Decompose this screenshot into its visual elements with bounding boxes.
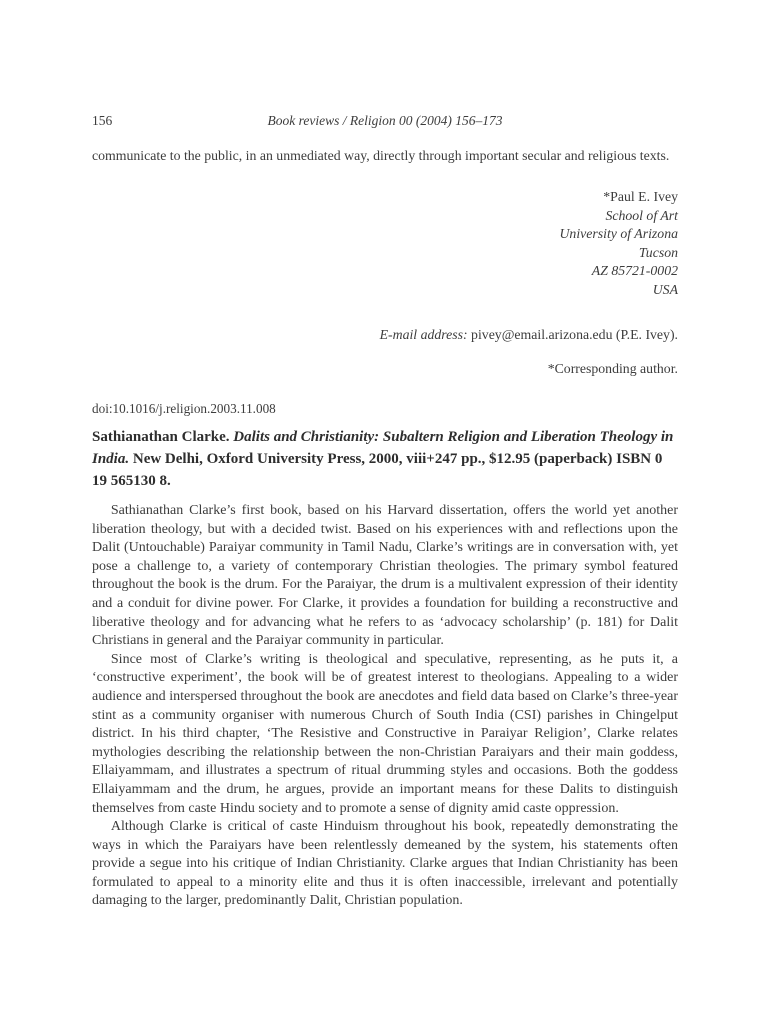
- affiliation-line: AZ 85721-0002: [591, 263, 678, 278]
- email-label: E-mail address:: [379, 327, 468, 342]
- reviewed-book-title: Dalits and Christianity: Subaltern Religion and Liberation Theology in India.: [92, 429, 674, 467]
- email-value: pivey@email.arizona.edu (P.E. Ivey).: [467, 327, 678, 342]
- corresponding-author-note: *Corresponding author.: [547, 361, 678, 376]
- affiliation-line: USA: [652, 281, 678, 297]
- affiliation-line: School of Art: [605, 207, 678, 223]
- publication-details: New Delhi, Oxford University Press, 2000, viii+247 pp., $12.95 (paperback) ISBN 0 19 565130 8.: [92, 451, 663, 489]
- page-number: 156: [92, 113, 113, 128]
- review-paragraph: Although Clarke is critical of caste Hinduism throughout his book, repeatedly demonstrating the ways in which the Paraiyars have been relentlessly demeaned by the system, his statements often provide a segue into his critique of Indian Christianity. Clarke argues that Indian Christianity has been formulated to appeal to a minority elite and thus it is often inaccessible, irrelevant and potentially damaging to the larger, predominantly Dalit, Christian population.: [92, 819, 678, 909]
- continued-review-text: communicate to the public, in an unmediated way, directly through important secular and religious texts.: [92, 148, 670, 163]
- running-head: [92, 112, 678, 130]
- review-paragraph: Sathianathan Clarke’s first book, based on his Harvard dissertation, offers the world yet another liberation theology, but with a decided twist. Based on his experiences with and reflections upon the Dalit (Untouchable) Paraiyar community in Tamil Nadu, Clarke’s writings are in conversation with, yet pose a challenge to, a variety of contemporary Christian theologies. The primary symbol featured throughout the book is the drum. For the Paraiyar, the drum is a multivalent expression of their identity and a conduit for divine power. For Clarke, it provides a foundation for building a reconstructive and liberative theology and for advancing what he refers to as ‘advocacy scholarship’ (p. 181) for Dalit Christians in general and the Paraiyar community in particular.: [92, 503, 678, 649]
- email-address-line: [92, 326, 678, 344]
- doi-line: doi:10.1016/j.religion.2003.11.008: [92, 401, 276, 416]
- author-name: *Paul E. Ivey: [603, 189, 678, 204]
- author-signature-block: [92, 188, 678, 299]
- journal-citation: Book reviews / Religion 00 (2004) 156–173: [267, 113, 503, 128]
- review-heading: [92, 426, 678, 492]
- affiliation-line: University of Arizona: [559, 226, 678, 241]
- review-paragraph: Since most of Clarke’s writing is theological and speculative, representing, as he puts it, a ‘constructive experiment’, the book will be of greatest interest to theologians. Appealing to a wider audience and interspersed throughout the book are anecdotes and field data based on Clarke’s three-year stint as a community organiser with numerous Church of South India (CSI) parishes in Chingelput district. In his third chapter, ‘The Resistive and Constructive in Paraiyar Religion’, Clarke relates mythologies describing the relationship between the non-Christian Paraiyars and their main goddess, Ellaiyammam, and illustrates a spectrum of ritual drumming styles and occasions. Both the goddess Ellaiyammam and the drum, he argues, provide an important means for these Dalits to distinguish themselves from caste Hindu society and to promote a sense of dignity amid caste oppression.: [92, 651, 678, 816]
- affiliation-line: Tucson: [638, 244, 678, 260]
- reviewed-book-author: Sathianathan Clarke.: [92, 429, 234, 445]
